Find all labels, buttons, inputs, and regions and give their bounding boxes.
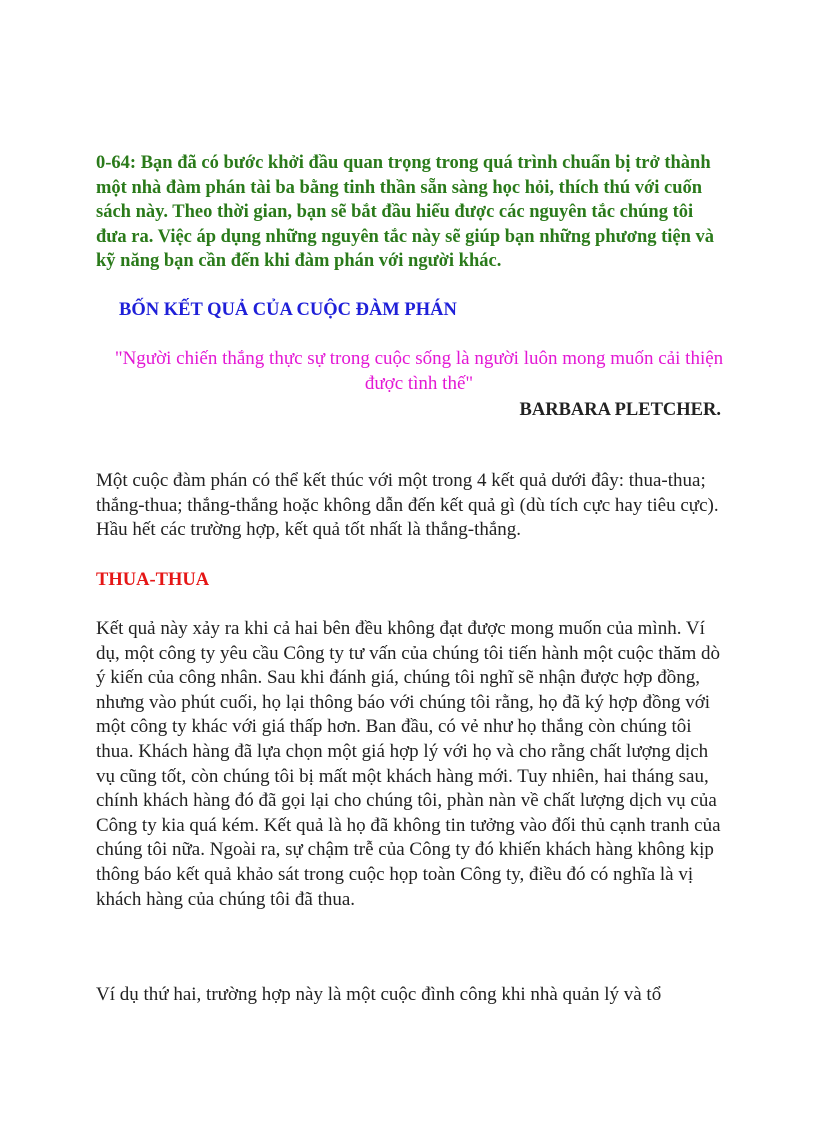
paragraph-second-example: Ví dụ thứ hai, trường hợp này là một cuộc đình công khi nhà quản lý và tổ [96,984,662,1005]
quote-author: BARBARA PLETCHER. [519,400,721,420]
section-title: BỐN KẾT QUẢ CỦA CUỘC ĐÀM PHÁN [119,300,457,320]
intro-paragraph: 0-64: Bạn đã có bước khởi đầu quan trọng trong quá trình chuẩn bị trở thành một nhà đàm phán tài ba bằng tinh thần sẵn sàng học hỏi, thích thú với cuốn sách này. Theo thời gian, bạn sẽ bắt đầu hiểu được các nguyên tắc chúng tôi đưa ra. Việc áp dụng những nguyên tắc này sẽ giúp bạn những phương tiện và kỹ năng bạn cần đến khi đàm phán với người khác. [96,153,715,272]
quote-text: "Người chiến thắng thực sự trong cuộc sống là người luôn mong muốn cải thiện được tình thế" [114,348,724,394]
paragraph-lose-lose-example: Kết quả này xảy ra khi cả hai bên đều không đạt được mong muốn của mình. Ví dụ, một công ty yêu cầu Công ty tư vấn của chúng tôi tiến hành một cuộc thăm dò ý kiến của công nhân. Sau khi đánh giá, chúng tôi nghĩ sẽ nhận được hợp đồng, nhưng vào phút cuối, họ lại thông báo với chúng tôi rằng, họ đã ký hợp đồng với một công ty khác với giá thấp hơn. Ban đầu, có vẻ như họ thắng còn chúng tôi thua. Khách hàng đã lựa chọn một giá hợp lý với họ và cho rằng chất lượng dịch vụ cũng tốt, còn chúng tôi bị mất một khách hàng mới. Tuy nhiên, hai tháng sau, chính khách hàng đó đã gọi lại cho chúng tôi, phàn nàn về chất lượng dịch vụ của Công ty kia quá kém. Kết quả là họ đã không tin tưởng vào đối thủ cạnh tranh của chúng tôi nữa. Ngoài ra, sự chậm trễ của Công ty đó khiến khách hàng không kịp thông báo kết quả khảo sát trong cuộc họp toàn Công ty, điều đó có nghĩa là vị khách hàng của chúng tôi đã thua. [96,618,721,910]
paragraph-outcomes: Một cuộc đàm phán có thể kết thúc với một trong 4 kết quả dưới đây: thua-thua; thắng-thua; thắng-thắng hoặc không dẫn đến kết quả gì (dù tích cực hay tiêu cực). Hầu hết các trường hợp, kết quả tốt nhất là thắng-thắng. [96,470,719,541]
heading-lose-lose: THUA-THUA [96,570,210,590]
